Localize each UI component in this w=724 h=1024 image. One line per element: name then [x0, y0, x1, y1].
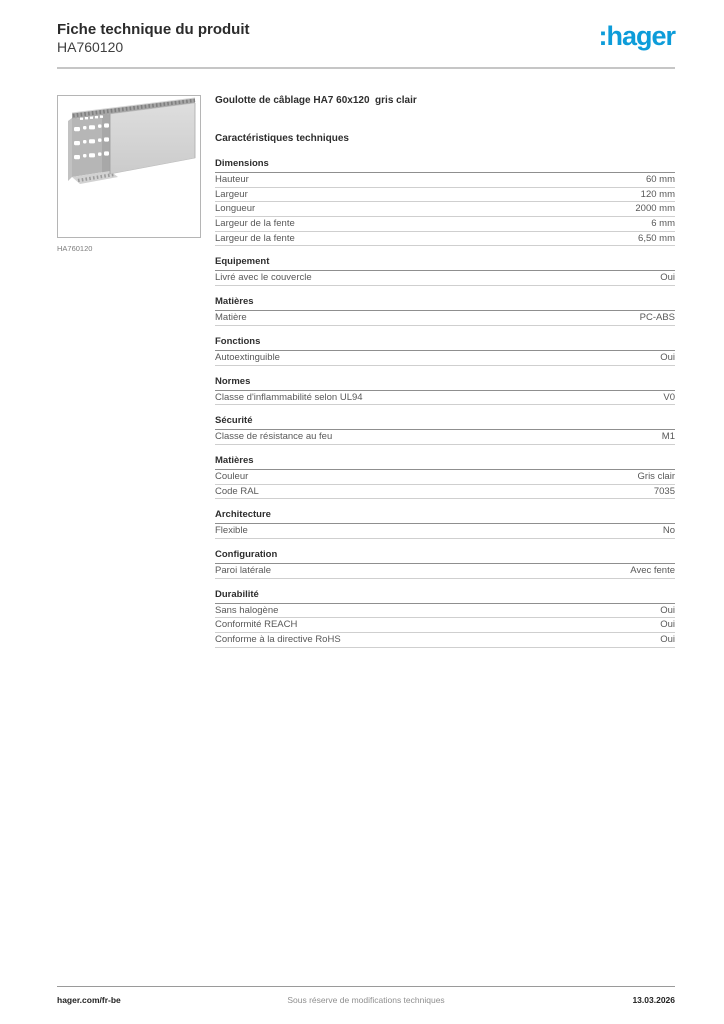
- spec-row: [215, 524, 675, 539]
- spec-value: Oui: [660, 351, 675, 363]
- section-title: Equipement: [215, 257, 675, 271]
- section-title: Matières: [215, 456, 675, 470]
- spec-value: Gris clair: [637, 470, 675, 482]
- spec-row: [215, 202, 675, 217]
- spec-section: [215, 257, 675, 286]
- spec-label: Matière: [215, 312, 247, 324]
- footer-divider: [57, 986, 675, 987]
- spec-label: Flexible: [215, 525, 248, 537]
- spec-row: [215, 430, 675, 445]
- photo-caption: HA760120: [57, 244, 93, 253]
- spec-row: [215, 271, 675, 286]
- spec-section: [215, 337, 675, 366]
- spec-label: Largeur de la fente: [215, 218, 295, 230]
- spec-label: Code RAL: [215, 485, 259, 497]
- spec-section: [215, 550, 675, 579]
- spec-label: Couleur: [215, 470, 249, 482]
- spec-row: [215, 351, 675, 366]
- section-title: Fonctions: [215, 337, 675, 351]
- spec-row: [215, 633, 675, 648]
- spec-section: [215, 590, 675, 648]
- spec-value: 7035: [653, 485, 675, 497]
- spec-label: Conformité REACH: [215, 619, 298, 631]
- spec-section: [215, 377, 675, 406]
- spec-value: 6,50 mm: [638, 232, 675, 244]
- spec-label: Largeur: [215, 188, 248, 200]
- hager-logo: :hager: [598, 21, 675, 51]
- spec-section: [215, 510, 675, 539]
- spec-value: 120 mm: [640, 188, 675, 200]
- product-reference: HA760120: [57, 39, 124, 55]
- header: [57, 21, 675, 67]
- spec-row: [215, 485, 675, 500]
- section-rows: [215, 430, 675, 445]
- spec-section: [215, 416, 675, 445]
- spec-row: [215, 604, 675, 619]
- section-rows: [215, 311, 675, 326]
- spec-row: [215, 391, 675, 406]
- spec-value: Oui: [660, 634, 675, 645]
- footer-site-link[interactable]: hager.com/fr-be: [57, 995, 121, 1005]
- spec-value: 6 mm: [651, 218, 675, 230]
- section-rows: [215, 524, 675, 539]
- footer: [57, 995, 675, 1005]
- spec-label: Conforme à la directive RoHS: [215, 634, 341, 645]
- spec-value: Oui: [660, 604, 675, 616]
- spec-label: Autoextinguible: [215, 351, 280, 363]
- spec-label: Longueur: [215, 203, 256, 215]
- spec-value: PC-ABS: [639, 312, 675, 324]
- section-title: Sécurité: [215, 416, 675, 430]
- spec-row: [215, 618, 675, 633]
- spec-label: Livré avec le couvercle: [215, 272, 312, 284]
- spec-section: [215, 297, 675, 326]
- section-title: Matières: [215, 297, 675, 311]
- spec-section: [215, 159, 675, 246]
- main-content: [215, 95, 675, 659]
- spec-value: Oui: [660, 619, 675, 631]
- section-rows: [215, 604, 675, 648]
- section-rows: [215, 271, 675, 286]
- section-rows: [215, 564, 675, 579]
- product-title: Goulotte de câblage HA7 60x120 gris clair: [215, 95, 417, 106]
- section-title: Configuration: [215, 550, 675, 564]
- product-photo-frame: [57, 95, 201, 238]
- spec-label: Sans halogène: [215, 604, 279, 616]
- spec-row: [215, 232, 675, 247]
- header-divider: [57, 67, 675, 69]
- product-photo: [58, 96, 198, 235]
- section-rows: [215, 351, 675, 366]
- spec-section: [215, 456, 675, 499]
- spec-value: Avec fente: [630, 564, 675, 576]
- section-title: Normes: [215, 377, 675, 391]
- spec-row: [215, 470, 675, 485]
- page-title: Fiche technique du produit: [57, 21, 250, 38]
- section-title: Dimensions: [215, 159, 675, 173]
- section-rows: [215, 470, 675, 499]
- spec-value: No: [662, 525, 675, 537]
- spec-row: [215, 173, 675, 188]
- spec-sections: [215, 159, 675, 648]
- spec-label: Paroi latérale: [215, 564, 271, 576]
- spec-row: [215, 564, 675, 579]
- spec-value: V0: [663, 391, 675, 403]
- spec-label: Classe d'inflammabilité selon UL94: [215, 391, 363, 403]
- spec-value: M1: [661, 431, 675, 443]
- spec-value: 60 mm: [645, 174, 675, 185]
- spec-row: [215, 188, 675, 203]
- spec-label: Classe de résistance au feu: [215, 431, 333, 443]
- spec-row: [215, 217, 675, 232]
- section-title: Architecture: [215, 510, 675, 524]
- footer-disclaimer: Sous réserve de modifications techniques: [287, 995, 445, 1005]
- spec-label: Hauteur: [215, 174, 249, 185]
- footer-date: 13.03.2026: [632, 995, 675, 1005]
- spec-label: Largeur de la fente: [215, 232, 295, 244]
- section-rows: [215, 173, 675, 246]
- characteristics-heading: Caractéristiques techniques: [215, 133, 349, 144]
- spec-value: 2000 mm: [635, 203, 675, 215]
- section-title: Durabilité: [215, 590, 675, 604]
- spec-value: Oui: [660, 272, 675, 284]
- spec-row: [215, 311, 675, 326]
- section-rows: [215, 391, 675, 406]
